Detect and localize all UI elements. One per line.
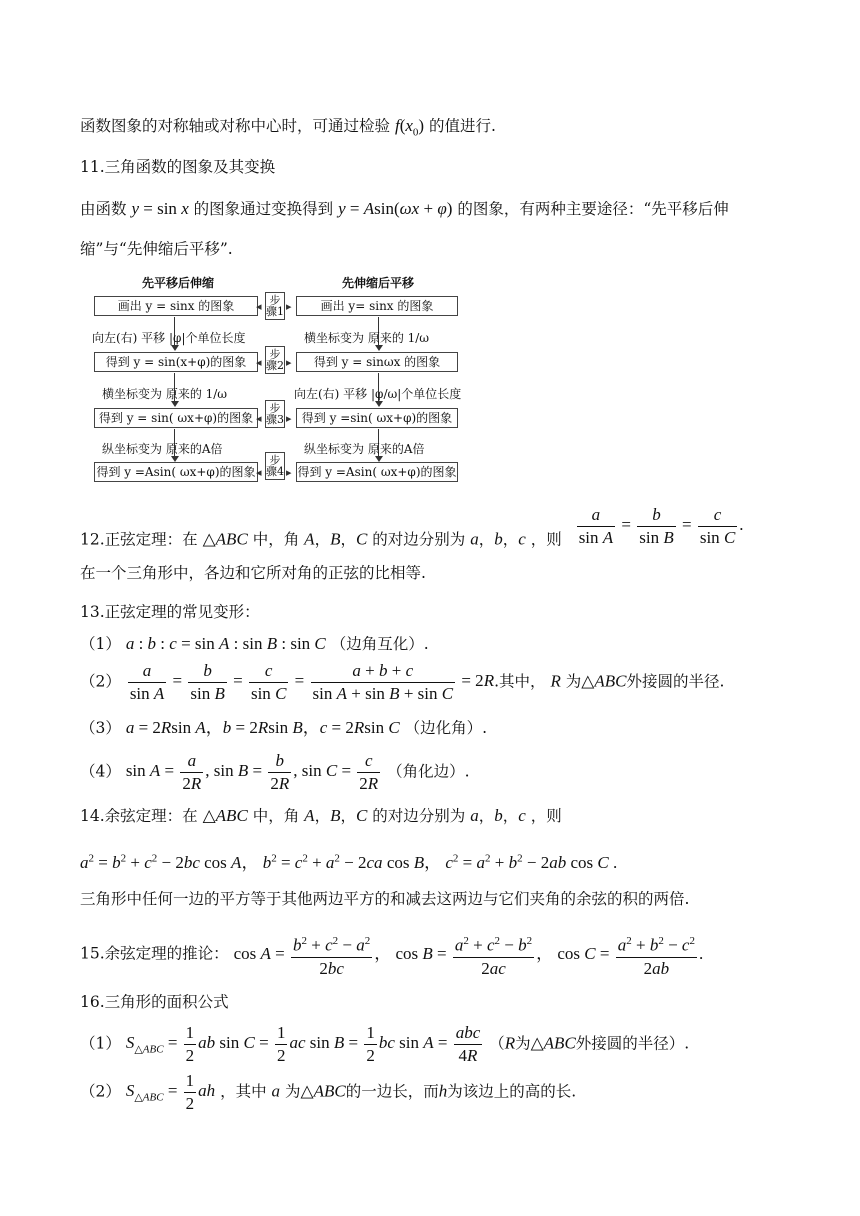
math-sides-as-sines: a = 2Rsin A，b = 2Rsin B，c = 2Rsin C bbox=[125, 718, 400, 737]
flowchart-left-note-2: 横坐标变为 原来的 1/ω bbox=[102, 387, 228, 401]
math-angle: B bbox=[330, 529, 341, 549]
flowchart-right-box-4: 得到 y =Asin( ωx+φ)的图象 bbox=[296, 462, 458, 482]
text-span: 的值进行. bbox=[429, 117, 496, 135]
flowchart-right-note-3: 纵坐标变为 原来的A倍 bbox=[304, 442, 425, 456]
text-span: 的图象通过变换得到 bbox=[193, 200, 334, 218]
math-angle: C bbox=[355, 529, 368, 549]
text-span: 15.余弦定理的推论： bbox=[80, 944, 229, 963]
text-span: 外接圆的半径. bbox=[626, 672, 725, 691]
double-arrow-icon: ◂ bbox=[256, 356, 262, 369]
item-number: （3） bbox=[80, 719, 121, 737]
math-y-Asin: y = Asin(ωx + φ) bbox=[338, 199, 453, 218]
flowchart-left-box-4: 得到 y =Asin( ωx+φ)的图象 bbox=[94, 462, 258, 482]
math-sines-as-sides: sin A = $\frac{a}{2R}$ , sin B = $\frac{b}{2R}$ , sin C = $\frac{c}{2R}$ bbox=[125, 751, 379, 793]
flowchart-left-note-3: 纵坐标变为 原来的A倍 bbox=[102, 442, 223, 456]
text-span: .其中， bbox=[494, 672, 546, 691]
text-span: 的对边分别为 bbox=[372, 530, 466, 549]
flowchart-right-title: 先伸缩后平移 bbox=[341, 276, 414, 290]
double-arrow-icon: ▸ bbox=[286, 300, 292, 313]
flowchart-left-box-1: 画出 y = sinx 的图象 bbox=[94, 296, 258, 316]
text-span: 为 bbox=[284, 1082, 301, 1101]
math-triangle-abc: △ABC bbox=[581, 671, 627, 691]
text-span: 的一边长，而 bbox=[345, 1082, 439, 1101]
math-ratio: a : b : c = sin A : sin B : sin C bbox=[125, 634, 326, 653]
flowchart-right-box-2: 得到 y = sinωx 的图象 bbox=[296, 352, 458, 372]
text-span: ，则 bbox=[530, 807, 562, 825]
text-span: （ bbox=[489, 1034, 505, 1053]
paragraph-line: 在一个三角形中，各边和它所对角的正弦的比相等. bbox=[80, 564, 426, 582]
double-arrow-icon: ▸ bbox=[286, 466, 292, 479]
double-arrow-icon: ◂ bbox=[256, 466, 262, 479]
math-y-sinx: y = sin x bbox=[131, 199, 189, 218]
paragraph-line bbox=[80, 632, 429, 654]
math-side: b bbox=[494, 529, 503, 549]
text-span: 为 bbox=[515, 1034, 531, 1053]
flowchart-right-box-3: 得到 y =sin( ωx+φ)的图象 bbox=[296, 408, 458, 428]
math-fx0: $f(x_0)$ bbox=[394, 116, 425, 139]
text-span: （边角互化）. bbox=[330, 635, 429, 653]
text-span: 函数图象的对称轴或对称中心时，可通过检验 bbox=[80, 117, 391, 135]
flowchart-left-title: 先平移后伸缩 bbox=[141, 276, 214, 290]
text-span: 12.正弦定理：在 bbox=[80, 530, 198, 549]
text-span: ，则 bbox=[530, 530, 562, 549]
item-number: （1） bbox=[80, 635, 121, 653]
text-span: 为该边上的高的长. bbox=[447, 1082, 577, 1101]
math-side: c bbox=[518, 806, 526, 825]
text-span: （角化边）. bbox=[387, 762, 470, 781]
flowchart-right-note-1: 横坐标变为 原来的 1/ω bbox=[304, 331, 430, 345]
text-span: 外接圆的半径）. bbox=[575, 1034, 690, 1053]
text-span: 为 bbox=[565, 672, 582, 691]
math-cosine-law: $a^2 = b^2 + c^2 - 2bc$ cos A， $b^2 = c^2 + a^2 - 2ca$ cos B， $c^2 = a^2 + b^2 - 2ab$ cos C . bbox=[80, 852, 618, 872]
math-side: a bbox=[271, 1081, 281, 1101]
math-angle: C bbox=[355, 806, 368, 825]
double-arrow-icon: ▸ bbox=[286, 412, 292, 425]
math-triangle-abc: △ABC bbox=[202, 806, 248, 825]
text-span: （边化角）. bbox=[404, 719, 488, 737]
paragraph-line: 14.余弦定理：在 △ABC 中，角 A，B，C 的对边分别为 a，b，c ，则 bbox=[80, 806, 562, 825]
flowchart-right-box-1: 画出 y= sinx 的图象 bbox=[296, 296, 458, 316]
text-span: 14.余弦定理：在 bbox=[80, 807, 198, 825]
item-number: （1） bbox=[80, 1034, 121, 1053]
paragraph-line bbox=[80, 930, 703, 980]
item-number: （2） bbox=[80, 672, 121, 691]
text-span: 中，角 bbox=[252, 530, 300, 549]
text-span: 由函数 bbox=[80, 200, 127, 218]
math-angle: A bbox=[304, 806, 315, 825]
section-title-11: 11.三角函数的图象及其变换 bbox=[80, 158, 276, 176]
math-triangle-abc: △ABC bbox=[300, 1081, 346, 1101]
paragraph-line bbox=[80, 114, 496, 138]
transformation-flowchart bbox=[88, 268, 480, 492]
math-R: R bbox=[550, 671, 561, 691]
math-height: h bbox=[438, 1081, 448, 1101]
flowchart-step-2: 步骤2 bbox=[266, 348, 284, 372]
paragraph-line bbox=[80, 713, 487, 738]
item-number: （4） bbox=[80, 762, 121, 781]
math-angles: A bbox=[304, 529, 315, 549]
section-title-16: 16.三角形的面积公式 bbox=[80, 993, 229, 1011]
flowchart-step-1: 步骤1 bbox=[266, 294, 284, 318]
paragraph-line bbox=[80, 197, 729, 219]
item-number: （2） bbox=[80, 1082, 121, 1101]
math-area-height: $S_{\triangle ABC}$ = $\frac{1}{2}$ ah bbox=[125, 1071, 216, 1113]
math-angle: B bbox=[330, 806, 341, 825]
paragraph-line bbox=[80, 1070, 576, 1115]
math-side: a bbox=[470, 806, 479, 825]
paragraph-line: 12.正弦定理：在 △ABC 中，角 A，B，C 的对边分别为 a，b，c ，则 $\frac{a}{\text{sin A}}$ = $\frac{b}{\text{sin B}}$ = $\frac{c}{\text{sin C}}$ . bbox=[80, 505, 744, 549]
flowchart-left-box-3: 得到 y = sin( ωx+φ)的图象 bbox=[94, 408, 258, 428]
text-span: ，其中 bbox=[220, 1082, 267, 1101]
flowchart-step-4: 步骤4 bbox=[266, 454, 284, 478]
paragraph-line bbox=[80, 1022, 689, 1067]
paragraph-line bbox=[80, 660, 724, 705]
flowchart-step-3: 步骤3 bbox=[266, 402, 284, 426]
paragraph-line: 三角形中任何一边的平方等于其他两边平方的和减去这两边与它们夹角的余弦的积的两倍. bbox=[80, 890, 690, 908]
double-arrow-icon: ◂ bbox=[256, 300, 262, 313]
math-triangle-abc: △ABC bbox=[530, 1033, 576, 1053]
math-area-formula: $S_{\triangle ABC}$ = $\frac{1}{2}$ ab sin C = $\frac{1}{2}$ ac sin B = $\frac{1}{2}$ bc sin A = $\frac{\text{abc}}{4R}$ bbox=[125, 1023, 481, 1065]
text-span: 中，角 bbox=[252, 807, 300, 825]
double-arrow-icon: ◂ bbox=[256, 412, 262, 425]
math-triangle-abc: △ABC bbox=[202, 529, 248, 549]
math-cosine-corollary: cos A = $\frac{b^2 + c^2 - a^2}{2bc}$ ， cos B = $\frac{a^2 + c^2 - b^2}{2ac}$ ， cos C = $\frac{a^2 + b^2 - c^2}{2ab}$ . bbox=[234, 944, 704, 963]
math-side: c bbox=[518, 529, 526, 549]
math-R: R bbox=[504, 1033, 516, 1053]
paragraph-line bbox=[80, 750, 470, 795]
math-side: b bbox=[494, 806, 503, 825]
flowchart-left-note-1: 向左(右) 平移 |φ|个单位长度 bbox=[92, 331, 246, 345]
text-span: 的图象，有两种主要途径：“先平移后伸 bbox=[457, 200, 729, 218]
flowchart-right-note-2: 向左(右) 平移 |φ/ω|个单位长度 bbox=[294, 387, 462, 401]
math-sine-law: $\frac{a}{\text{sin A}}$ = $\frac{b}{\text{sin B}}$ = $\frac{c}{\text{sin C}}$ . bbox=[578, 505, 744, 547]
text-span: 的对边分别为 bbox=[372, 807, 466, 825]
section-title-13: 13.正弦定理的常见变形： bbox=[80, 603, 260, 621]
double-arrow-icon: ▸ bbox=[286, 356, 292, 369]
flowchart-left-box-2: 得到 y = sin(x+φ)的图象 bbox=[94, 352, 258, 372]
math-extended-sine-law: $\frac{a}{\text{sin A}}$ = $\frac{b}{\text{sin B}}$ = $\frac{c}{\text{sin C}}$ = $\frac{a + b + c}{\text{sin A + sin B + sin C}}$ = 2R bbox=[129, 661, 495, 703]
math-side: a bbox=[470, 529, 479, 549]
paragraph-line: 缩”与“先伸缩后平移”. bbox=[80, 240, 233, 258]
